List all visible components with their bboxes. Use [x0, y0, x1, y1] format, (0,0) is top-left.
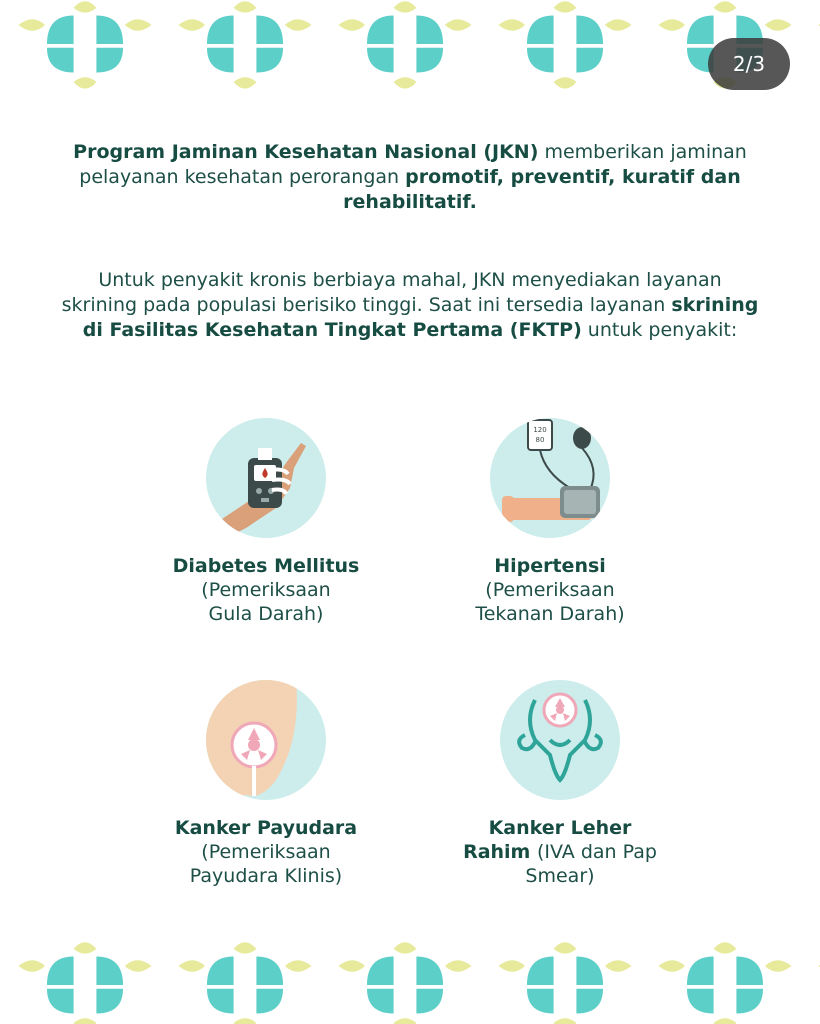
- item-title: Hipertensi: [494, 555, 606, 577]
- screening-bold: skrining di Fasilitas Kesehatan Tingkat Pertama (FKTP): [82, 294, 759, 341]
- intro-text-1: memberikan jaminan pelayanan kesehatan perorangan: [79, 141, 747, 188]
- item-subtitle: (Pemeriksaan Gula Darah): [201, 579, 331, 625]
- bp-screen-top: 120: [533, 426, 547, 434]
- item-hipertensi: [420, 418, 680, 626]
- item-title: Kanker Payudara: [174, 817, 358, 839]
- decorative-motif: [339, 942, 472, 1024]
- item-title-line2: Rahim: [463, 841, 531, 863]
- item-diabetes: [136, 418, 396, 626]
- glucose-meter-icon: [206, 418, 326, 538]
- decorative-motif: [499, 1, 632, 88]
- decorative-motif: [499, 942, 632, 1024]
- item-subtitle: (IVA dan Pap Smear): [525, 841, 657, 887]
- jkn-intro-paragraph: [60, 140, 760, 215]
- item-title-line1: Kanker Leher: [488, 817, 632, 839]
- blood-pressure-icon: [490, 418, 610, 538]
- item-title: [440, 816, 680, 888]
- screening-paragraph: [60, 268, 760, 343]
- intro-bold-2: promotif, preventif, kuratif dan rehabilitatif.: [343, 166, 741, 213]
- item-subtitle: (Pemeriksaan Payudara Klinis): [189, 841, 343, 887]
- breast-cancer-icon: [206, 680, 326, 800]
- decorative-motif: [179, 942, 312, 1024]
- decorative-motif: [18, 1, 151, 88]
- screening-text-1: Untuk penyakit kronis berbiaya mahal, JKN menyediakan layanan skrining pada populasi berisiko tinggi. Saat ini tersedia layanan: [61, 269, 722, 316]
- decorative-motif: [659, 942, 792, 1024]
- decorative-motif: [339, 1, 472, 88]
- item-subtitle: (Pemeriksaan Tekanan Darah): [475, 579, 625, 625]
- item-kanker-leher-rahim: [440, 680, 680, 888]
- intro-bold-1: Program Jaminan Kesehatan Nasional (JKN): [73, 141, 539, 163]
- decorative-motif: [179, 1, 312, 88]
- page-counter-badge: 2/3: [708, 38, 790, 90]
- top-decorative-border: [0, 0, 820, 95]
- decorative-motif: [18, 942, 151, 1024]
- screening-text-2: untuk penyakit:: [581, 319, 738, 341]
- item-kanker-payudara: [136, 680, 396, 888]
- bp-screen-bottom: 80: [535, 436, 545, 444]
- bottom-decorative-border: [0, 935, 820, 1024]
- uterus-icon: [500, 680, 620, 800]
- item-title: Diabetes Mellitus: [172, 555, 360, 577]
